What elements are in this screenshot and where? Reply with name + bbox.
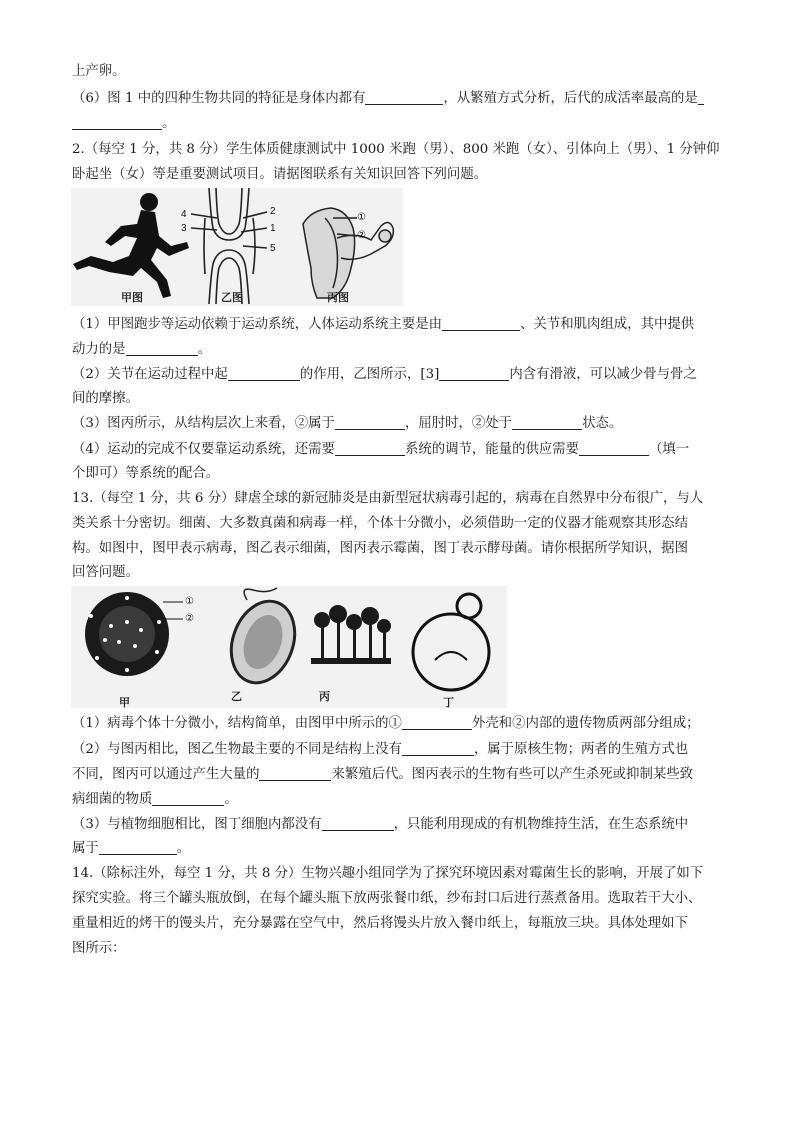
question-13-1: （1）病毒个体十分微小，结构简单，由图甲中所示的① 外壳和②内部的遗传物质两部分组成； bbox=[72, 716, 700, 731]
figure-microorganisms bbox=[71, 586, 507, 708]
answer-blank[interactable] bbox=[322, 816, 394, 831]
figure-motion-system bbox=[71, 188, 403, 306]
answer-blank[interactable] bbox=[152, 791, 224, 806]
answer-blank[interactable] bbox=[126, 341, 198, 356]
answer-blank[interactable] bbox=[335, 441, 405, 456]
answer-blank[interactable] bbox=[512, 415, 582, 430]
label-5: 5 bbox=[270, 243, 276, 254]
answer-blank[interactable] bbox=[259, 766, 331, 781]
question-13-stem: 构。如图中，图甲表示病毒，图乙表示细菌，图丙表示霉菌，图丁表示酵母菌。请你根据所学知识，据图 bbox=[72, 541, 688, 556]
bacterium-drawing bbox=[220, 588, 305, 692]
answer-blank[interactable] bbox=[442, 316, 520, 331]
question-13-stem: 回答问题。 bbox=[72, 565, 139, 580]
knee-joint-drawing bbox=[191, 188, 267, 304]
question-14-stem: 探究实验。将三个罐头瓶放倒，在每个罐头瓶下放两张餐巾纸，纱布封口后进行蒸煮备用。选取若干大小、 bbox=[72, 891, 702, 906]
question-14-stem: 图所示： bbox=[72, 941, 126, 956]
question-13-stem: 类关系十分密切。细菌、大多数真菌和病毒一样，个体十分微小，必须借助一定的仪器才能观察其形态结 bbox=[72, 516, 688, 531]
virus-drawing bbox=[85, 592, 183, 676]
label-4: 4 bbox=[181, 209, 187, 220]
figure-label-jia: 甲图 bbox=[121, 291, 143, 304]
runner-silhouette bbox=[73, 193, 189, 298]
answer-blank[interactable] bbox=[99, 840, 177, 855]
yeast-drawing bbox=[413, 594, 489, 690]
answer-blank[interactable] bbox=[72, 115, 162, 130]
question-2-3: （3）图丙所示，从结构层次上来看，②属于 ，屈肘时，②处于 状态。 bbox=[72, 416, 623, 431]
label-3: 3 bbox=[181, 223, 187, 234]
answer-blank[interactable] bbox=[365, 90, 443, 105]
label-circle-1: ① bbox=[357, 212, 366, 223]
answer-blank[interactable] bbox=[402, 741, 474, 756]
figure-label-ding: 丁 bbox=[443, 696, 454, 709]
answer-blank[interactable] bbox=[335, 415, 405, 430]
label-1: 1 bbox=[270, 223, 276, 234]
text-line: 。 bbox=[72, 115, 175, 133]
question-13-3: （3）与植物细胞相比，图丁细胞内都没有 ，只能利用现成的有机物维持生活，在生态系统中 bbox=[72, 817, 689, 832]
label-circle-1: ① bbox=[185, 596, 194, 607]
figure-label-yi: 乙图 bbox=[221, 291, 243, 304]
figure-label-jia: 甲 bbox=[119, 696, 130, 709]
figure-label-bing: 丙 bbox=[319, 690, 330, 703]
question-2-4: （4）运动的完成不仅要靠运动系统，还需要 系统的调节，能量的供应需要 （填一 bbox=[72, 442, 690, 457]
answer-blank[interactable] bbox=[228, 366, 300, 381]
text-line: 动力的是 。 bbox=[72, 342, 211, 357]
answer-blank[interactable] bbox=[698, 90, 704, 105]
question-14-stem: 重量相近的烤干的馒头片，充分暴露在空气中，然后将馒头片放入餐巾纸上，每瓶放三块。具体处理如下 bbox=[72, 916, 688, 931]
answer-blank[interactable] bbox=[579, 441, 649, 456]
question-2-2: （2）关节在运动过程中起 的作用，乙图所示，[3] 内含有滑液，可以减少骨与骨之 bbox=[72, 367, 697, 382]
figure-label-bing: 丙图 bbox=[327, 291, 349, 304]
question-13-2: （2）与图丙相比，图乙生物最主要的不同是结构上没有 ，属于原核生物；两者的生殖方式也 bbox=[72, 742, 689, 757]
question-2-stem: 卧起坐（女）等是重要测试项目。请据图联系有关知识回答下列问题。 bbox=[72, 167, 488, 182]
text-line: 属于 。 bbox=[72, 841, 191, 856]
answer-blank[interactable] bbox=[402, 715, 472, 730]
question-6: （6）图 1 中的四种生物共同的特征是身体内都有 ，从繁殖方式分析，后代的成活率最高的是 bbox=[72, 90, 704, 108]
question-13-stem: 13.（每空 1 分，共 6 分）肆虐全球的新冠肺炎是由新型冠状病毒引起的，病毒在自然界中分布很广，与人 bbox=[72, 491, 704, 506]
mold-drawing bbox=[311, 605, 391, 664]
figure-microorganisms-drawing bbox=[71, 586, 507, 708]
text-line: 个即可）等系统的配合。 bbox=[72, 466, 220, 481]
question-2-1: （1）甲图跑步等运动依赖于运动系统，人体运动系统主要是由 、关节和肌肉组成，其中提供 bbox=[72, 317, 695, 332]
label-circle-2: ② bbox=[357, 230, 366, 241]
text-line: 上产卵。 bbox=[72, 64, 126, 79]
text-line: 病细菌的物质 。 bbox=[72, 792, 238, 807]
label-2: 2 bbox=[270, 206, 276, 217]
label-circle-2: ② bbox=[185, 613, 194, 624]
text-line: 间的摩擦。 bbox=[72, 391, 139, 406]
question-2-stem: 2.（每空 1 分，共 8 分）学生体质健康测试中 1000 米跑（男）、800 米跑（女）、引体向上（男）、1 分钟仰 bbox=[72, 142, 720, 157]
answer-blank[interactable] bbox=[439, 366, 509, 381]
figure-label-yi: 乙 bbox=[231, 690, 242, 703]
question-14-stem: 14.（除标注外，每空 1 分，共 8 分）生物兴趣小组同学为了探究环境因素对霉菌生长的影响，开展了如下 bbox=[72, 866, 704, 881]
arm-drawing bbox=[303, 208, 393, 298]
text-line: 不同，图丙可以通过产生大量的 来繁殖后代。图丙表示的生物有些可以产生杀死或抑制某些致 bbox=[72, 767, 694, 782]
